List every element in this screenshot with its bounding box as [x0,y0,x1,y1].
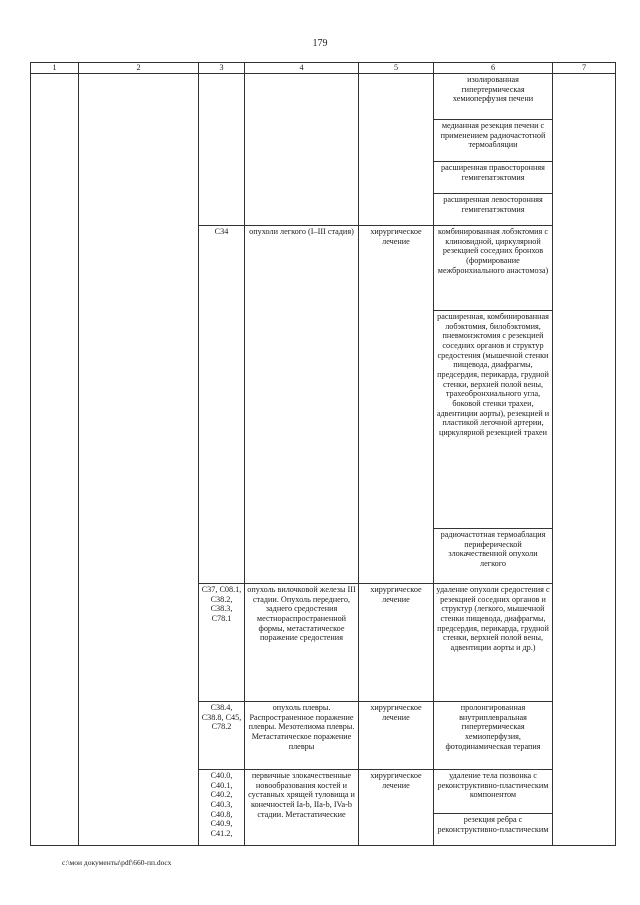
method-cell: медианная резекция печени с применением радиочастотной термоабляции [434,120,553,162]
cell-codes [199,74,245,226]
column-number: 1 [31,63,79,74]
column-number-row [31,63,616,74]
cell-codes: C37, C08.1, C38.2, C38.3, C78.1 [199,584,245,702]
method-cell: расширенная левосторонняя гемигепатэктомия [434,194,553,226]
column-number: 3 [199,63,245,74]
cell-codes: C34 [199,226,245,584]
cell-diagnosis [245,74,359,226]
cell-codes: C40.0, C40.1, C40.2, C40.3, C40.8, C40.9, C41.2, [199,770,245,846]
method-cell: пролонгированная внутриплевральная гипертермическая хемиоперфузия, фотодинамическая терапия [434,702,553,770]
cell-treatment: хирургическое лечение [359,584,434,702]
method-cell: радиочастотная термоаблация периферической злокачественной опухоли легкого [434,529,553,584]
cell-codes: C38.4, C38.8, C45, C78.2 [199,702,245,770]
cell-col7 [553,74,616,846]
method-cell: удаление опухоли средостения с резекцией соседних органов и структур (легкого, мышечной стенки пищевода, диафрагмы, предсердия, перикарда, грудной стенки, верхней полой вены, адвентиции аорты и др.) [434,584,553,702]
cell-diagnosis: первичные злокачественные новообразования костей и суставных хрящей туловища и конечностей Ia-b, IIa-b, IVa-b стадии. Метастатические [245,770,359,846]
cell-treatment [359,74,434,226]
column-number: 4 [245,63,359,74]
file-path-footer: c:\мои документы\pdf\660-пп.docx [62,858,172,867]
treatment-table [30,62,616,846]
cell-diagnosis: опухоль вилочковой железы III стадии. Опухоль переднего, заднего средостения местнораспространенной формы, метастатическое поражение средостения [245,584,359,702]
method-cell: расширенная правосторонняя гемигепатэктомия [434,162,553,194]
cell-treatment: хирургическое лечение [359,770,434,846]
page-number: 179 [312,38,328,49]
column-number: 7 [553,63,616,74]
column-number: 6 [434,63,553,74]
method-cell: комбинированная лобэктомия с клиновидной, циркулярной резекцией соседних бронхов (формирование межбронхиального анастомоза) [434,226,553,311]
method-cell: резекция ребра с реконструктивно-пластическим [434,814,553,846]
cell-diagnosis: опухоль плевры. Распространенное поражение плевры. Мезотелиома плевры. Метастатическое поражение плевры [245,702,359,770]
method-cell: удаление тела позвонка с реконструктивно-пластическим компонентом [434,770,553,814]
cell-col1 [31,74,79,846]
cell-diagnosis: опухоли легкого (I–III стадия) [245,226,359,584]
cell-treatment: хирургическое лечение [359,702,434,770]
column-number: 2 [79,63,199,74]
cell-col2 [79,74,199,846]
cell-treatment: хирургическое лечение [359,226,434,584]
column-number: 5 [359,63,434,74]
table-row [31,74,616,120]
method-cell: расширенная, комбинированная лобэктомия, билобэктомия, пневмонэктомия с резекцией соседних органов и структур средостения (мышечной стенки пищевода, диафрагмы, предсердия, перикарда, грудной стенки, верхней полой вены, трахеобронхиального угла, боковой стенки трахеи, адвентиции аорты), резекцией и пластикой легочной артерии, циркулярной резекцией трахеи [434,311,553,529]
method-cell: изолированная гипертермическая хемиоперфузия печени [434,74,553,120]
